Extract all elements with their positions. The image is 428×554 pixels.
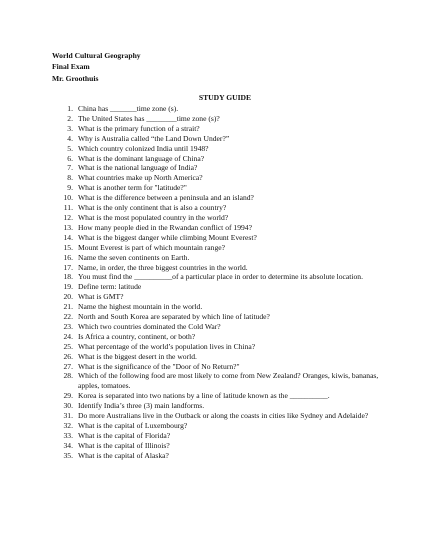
question-text: What is the only continent that is also a country?: [78, 203, 227, 213]
question-text: Korea is separated into two nations by a line of latitude known as the __________.: [78, 391, 330, 401]
question-text: What is the biggest danger while climbing Mount Everest?: [78, 232, 257, 242]
question-text: What is the capital of Luxembourg?: [78, 421, 188, 430]
question-item: [52, 371, 382, 391]
question-number: 6.: [67, 153, 73, 163]
question-item: [52, 114, 382, 124]
question-item: [52, 203, 382, 213]
course-title: World Cultural Geography: [52, 51, 141, 60]
question-item: [52, 154, 382, 164]
question-text: China has _______time zone (s).: [78, 104, 179, 113]
question-number: 25.: [63, 341, 73, 351]
question-number: 26.: [63, 351, 73, 361]
question-text: Which two countries dominated the Cold War?: [78, 321, 221, 331]
question-item: [52, 183, 382, 193]
question-number: 23.: [63, 321, 73, 331]
question-text: Is Africa a country, continent, or both?: [78, 331, 196, 341]
question-number: 2.: [67, 113, 73, 123]
question-number: 28.: [63, 371, 73, 381]
question-text: Name the seven continents on Earth.: [78, 252, 190, 262]
question-item: [52, 104, 382, 114]
question-item: [52, 272, 382, 282]
question-number: 31.: [63, 411, 73, 421]
question-number: 29.: [63, 391, 73, 401]
question-text: What is the difference between a peninsula and an island?: [78, 193, 254, 203]
question-item: [52, 253, 382, 263]
question-number: 14.: [63, 232, 73, 242]
question-item: [52, 312, 382, 322]
question-text: What is GMT?: [78, 292, 124, 302]
question-text: What is the capital of Illinois?: [78, 440, 170, 450]
study-guide-title: STUDY GUIDE: [198, 93, 252, 102]
question-text: What is the national language of India?: [78, 163, 198, 173]
question-number: 3.: [67, 123, 73, 133]
question-text: What percentage of the world’s population lives in China?: [78, 341, 256, 351]
question-item: [52, 173, 382, 183]
question-number: 35.: [63, 450, 73, 460]
question-item: [52, 223, 382, 233]
question-text: What is the significance of the "Door of No Return?": [78, 361, 240, 371]
question-item: [52, 213, 382, 223]
question-text: What is the dominant language of China?: [78, 153, 205, 163]
question-number: 30.: [63, 401, 73, 411]
question-item: [52, 441, 382, 451]
question-item: [52, 263, 382, 273]
question-number: 12.: [63, 212, 73, 222]
question-item: [52, 391, 382, 401]
question-text: Identify India’s three (3) main landforms.: [78, 401, 205, 411]
question-text: You must find the __________of a particular place in order to determine its absolute location.: [78, 272, 363, 282]
question-text: North and South Korea are separated by which line of latitude?: [78, 312, 270, 322]
question-text: Why is Australia called “the Land Down Under?”: [78, 133, 230, 143]
question-item: [52, 134, 382, 144]
question-text: What countries make up North America?: [78, 173, 203, 183]
question-item: [52, 352, 382, 362]
question-number: 15.: [63, 242, 73, 252]
teacher-name: Mr. Groothuis: [52, 73, 99, 83]
question-text: The United States has ________time zone (s)?: [78, 113, 220, 123]
question-number: 10.: [63, 193, 73, 203]
question-item: [52, 243, 382, 253]
question-item: [52, 233, 382, 243]
exam-title: Final Exam: [52, 62, 90, 72]
question-item: [52, 362, 382, 372]
question-number: 4.: [67, 133, 73, 143]
question-text: Do more Australians live in the Outback or along the coasts in cities like Sydney and Adelaide?: [78, 411, 369, 421]
question-text: What is the biggest desert in the world.: [78, 351, 197, 361]
question-item: [52, 411, 382, 421]
question-number: 21.: [63, 302, 73, 312]
question-text: What is the capital of Alaska?: [78, 450, 169, 460]
question-item: [52, 144, 382, 154]
question-number: 1.: [67, 104, 73, 113]
question-number: 19.: [63, 282, 73, 292]
question-text: Which country colonized India until 1948?: [78, 143, 209, 153]
question-text: What is the capital of Florida?: [78, 430, 171, 440]
question-text: Name, in order, the three biggest countries in the world.: [78, 262, 248, 272]
question-item: [52, 431, 382, 441]
question-number: 8.: [67, 173, 73, 183]
question-number: 20.: [63, 292, 73, 302]
question-text: What is the most populated country in the world?: [78, 212, 229, 222]
question-item: [52, 193, 382, 203]
question-number: 18.: [63, 272, 73, 282]
question-number: 9.: [67, 183, 73, 193]
question-number: 16.: [63, 252, 73, 262]
question-number: 5.: [67, 143, 73, 153]
question-number: 32.: [63, 421, 73, 430]
question-number: 33.: [63, 430, 73, 440]
question-list: [52, 104, 382, 461]
question-item: [52, 282, 382, 292]
question-text: What is another term for "latitude?": [78, 183, 187, 193]
question-item: [52, 421, 382, 431]
question-item: [52, 163, 382, 173]
question-number: 13.: [63, 222, 73, 232]
question-number: 17.: [63, 262, 73, 272]
question-text: Define term: latitude: [78, 282, 142, 292]
question-text: How many people died in the Rwandan conflict of 1994?: [78, 222, 252, 232]
question-item: [52, 322, 382, 332]
document-header: [52, 50, 141, 84]
question-text: Which of the following food are most likely to come from New Zealand? Oranges, kiwis, bananas, apples, tomatoes.: [78, 371, 379, 391]
question-text: Name the highest mountain in the world.: [78, 302, 203, 312]
question-item: [52, 302, 382, 312]
question-item: [52, 342, 382, 352]
question-number: 22.: [63, 312, 73, 322]
question-item: [52, 451, 382, 461]
question-text: Mount Everest is part of which mountain range?: [78, 242, 225, 252]
question-number: 34.: [63, 440, 73, 450]
question-item: [52, 401, 382, 411]
question-number: 11.: [63, 203, 73, 213]
question-number: 7.: [67, 163, 73, 173]
question-number: 24.: [63, 331, 73, 341]
question-number: 27.: [63, 361, 73, 371]
question-text: What is the primary function of a strait?: [78, 123, 200, 133]
question-item: [52, 332, 382, 342]
question-item: [52, 124, 382, 134]
question-item: [52, 292, 382, 302]
